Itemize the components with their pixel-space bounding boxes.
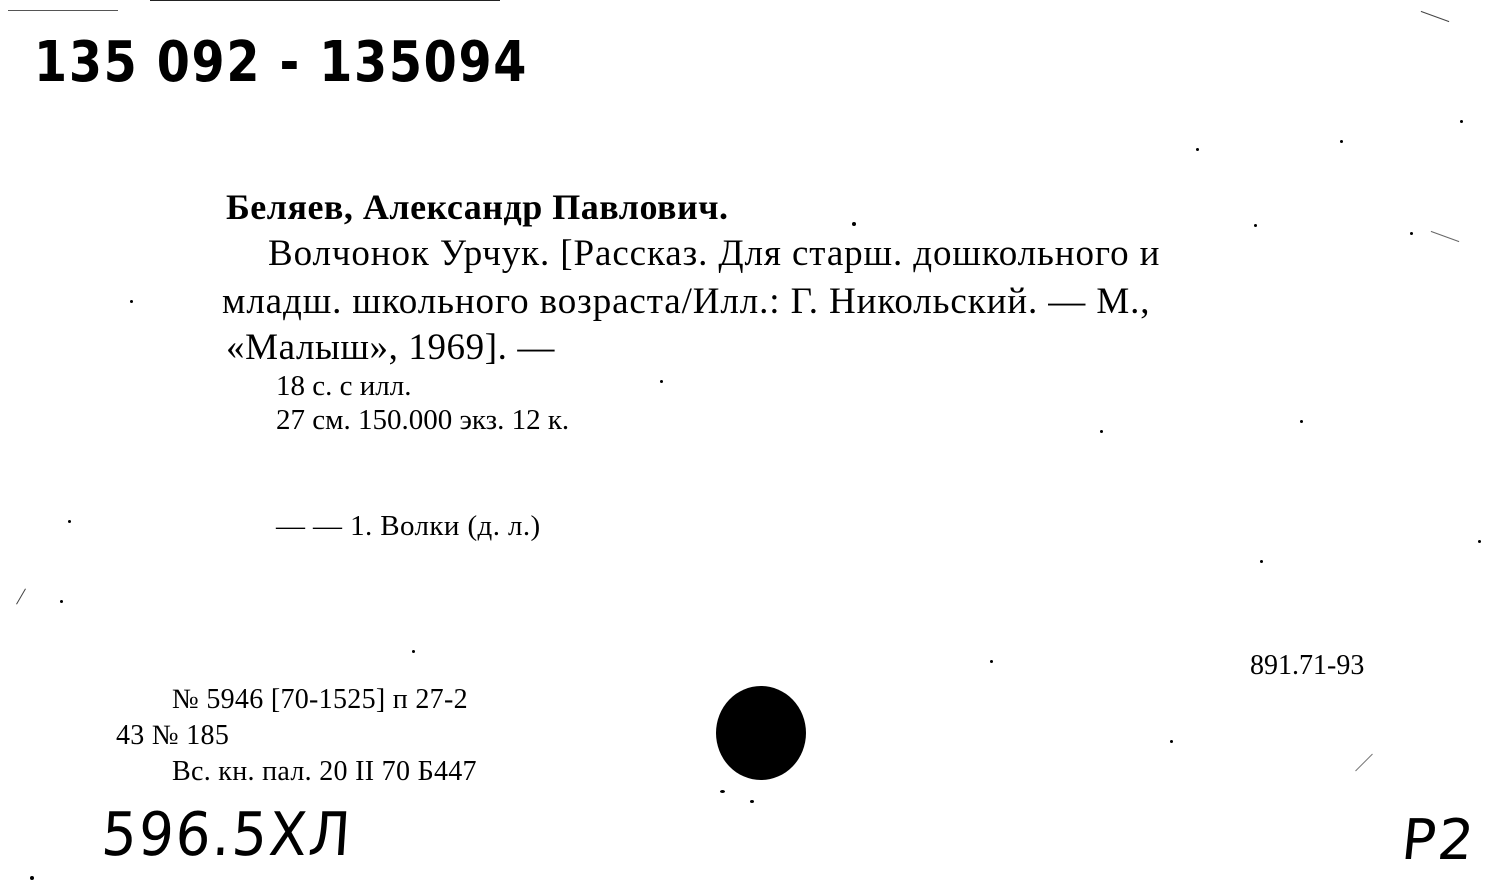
registry-line-2: 43 № 185 <box>116 720 230 751</box>
scan-speck <box>1410 232 1413 235</box>
scan-speck <box>30 876 34 880</box>
scan-speck <box>1300 420 1303 423</box>
subject-entry: — — 1. Волки (д. л.) <box>276 510 541 542</box>
accession-numbers: 135 092 - 135094 <box>34 30 529 95</box>
registry-line-1: № 5946 [70-1525] п 27-2 <box>172 684 468 715</box>
description-line-3: «Малыш», 1969]. — <box>226 327 555 368</box>
top-edge-mark <box>150 0 500 1</box>
scan-speck <box>852 222 856 226</box>
stroke-mark <box>1421 11 1450 22</box>
scan-speck <box>60 600 63 603</box>
description-line-1: Волчонок Урчук. [Рассказ. Для старш. дошкольного и <box>268 233 1161 274</box>
scan-speck <box>720 790 725 793</box>
scan-speck <box>1460 120 1463 123</box>
stroke-mark <box>1431 231 1460 242</box>
size-run-price: 27 см. 150.000 экз. 12 к. <box>276 404 570 436</box>
scan-speck <box>1478 540 1481 543</box>
left-edge-mark <box>8 10 118 11</box>
scan-speck <box>1260 560 1263 563</box>
corner-mark: Р2 <box>1398 808 1479 873</box>
scan-speck <box>1340 140 1343 143</box>
stroke-mark <box>1355 754 1373 772</box>
pages-collation: 18 с. с илл. <box>276 370 412 402</box>
scan-speck <box>1100 430 1103 433</box>
author-heading: Беляев, Александр Павлович. <box>226 187 729 227</box>
scan-speck <box>130 300 133 303</box>
scan-speck <box>660 380 663 383</box>
description-line-2: младш. школьного возраста/Илл.: Г. Никольский. — М., <box>222 281 1151 322</box>
scan-speck <box>1196 148 1199 151</box>
scan-speck <box>68 520 71 523</box>
scan-speck <box>750 800 754 803</box>
scan-speck <box>412 650 415 653</box>
scan-speck <box>1254 224 1257 227</box>
stroke-mark <box>16 588 26 604</box>
class-number: 891.71-93 <box>1250 650 1365 681</box>
punch-hole <box>716 686 806 780</box>
scan-speck <box>1170 740 1173 743</box>
scan-speck <box>990 660 993 663</box>
shelfmark: 596.5ХЛ <box>99 800 355 870</box>
book-chamber-line: Вс. кн. пал. 20 II 70 Б447 <box>172 756 477 787</box>
